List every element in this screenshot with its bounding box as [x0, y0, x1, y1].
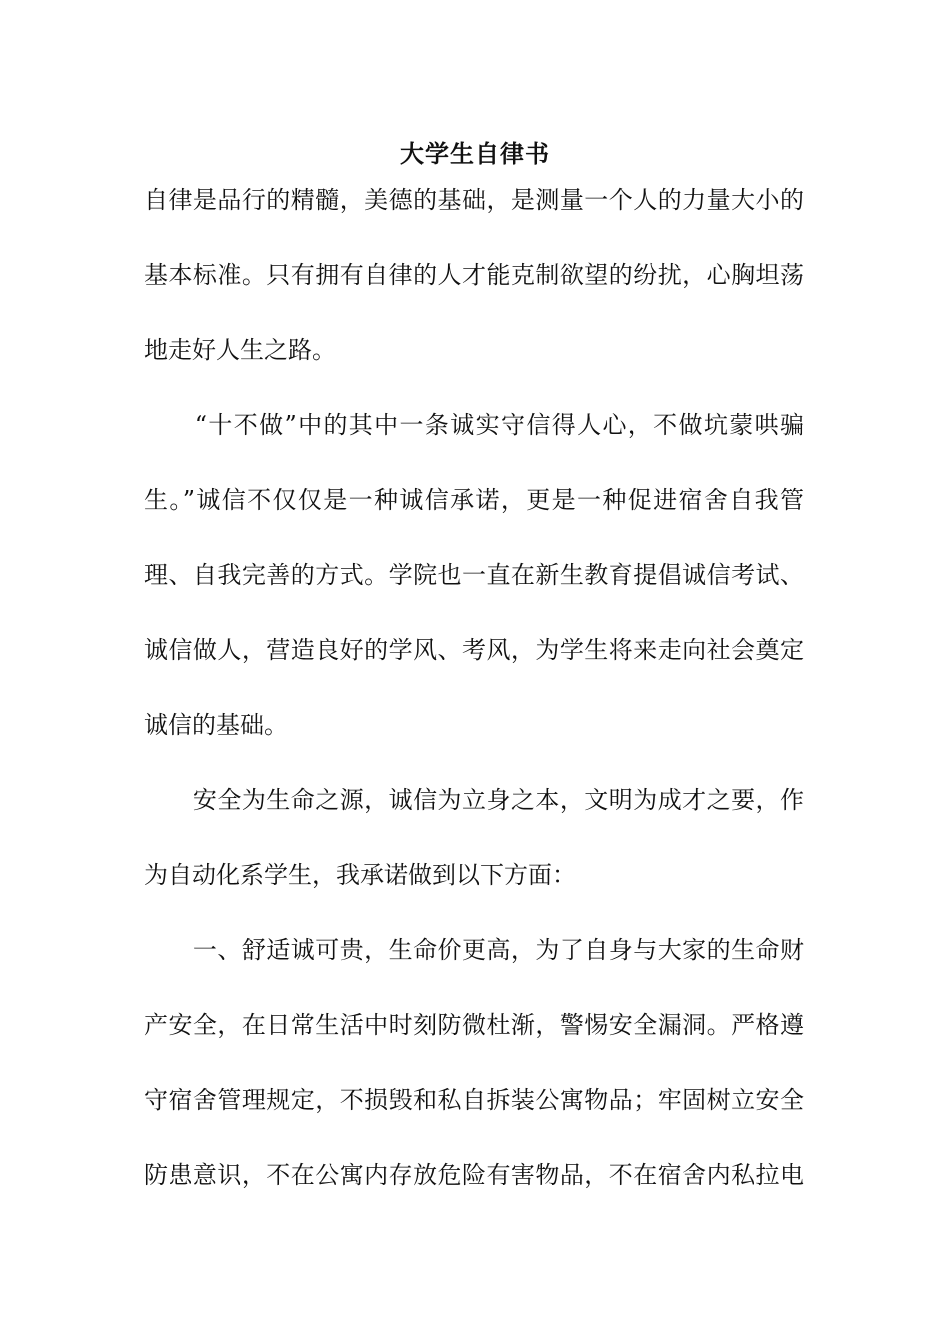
paragraph-line: 诚信做人，营造良好的学风、考风，为学生将来走向社会奠定	[144, 636, 804, 664]
paragraph-line: 为自动化系学生，我承诺做到以下方面：	[144, 861, 576, 889]
paragraph-line: 理、自我完善的方式。学院也一直在新生教育提倡诚信考试、	[144, 561, 804, 589]
paragraph-line: 生。”诚信不仅仅是一种诚信承诺，更是一种促进宿舍自我管	[144, 486, 804, 514]
paragraph-line: 产安全，在日常生活中时刻防微杜渐，警惕安全漏洞。严格遵	[144, 1011, 804, 1039]
paragraph-line: 守宿舍管理规定，不损毁和私自拆装公寓物品；牢固树立安全	[144, 1086, 804, 1114]
paragraph-line: 自律是品行的精髓，美德的基础，是测量一个人的力量大小的	[144, 186, 804, 214]
paragraph-line: 防患意识，不在公寓内存放危险有害物品，不在宿舍内私拉电	[144, 1161, 804, 1189]
paragraph-line: 地走好人生之路。	[144, 336, 336, 364]
paragraph-line: “十不做”中的其中一条诚实守信得人心，不做坑蒙哄骗	[144, 411, 804, 439]
paragraph-line: 一、舒适诚可贵，生命价更高，为了自身与大家的生命财	[144, 936, 804, 964]
document-title: 大学生自律书	[400, 139, 550, 168]
paragraph-line: 诚信的基础。	[144, 711, 288, 739]
paragraph-line: 基本标准。只有拥有自律的人才能克制欲望的纷扰，心胸坦荡	[144, 261, 804, 289]
paragraph-line: 安全为生命之源，诚信为立身之本，文明为成才之要，作	[144, 786, 804, 814]
